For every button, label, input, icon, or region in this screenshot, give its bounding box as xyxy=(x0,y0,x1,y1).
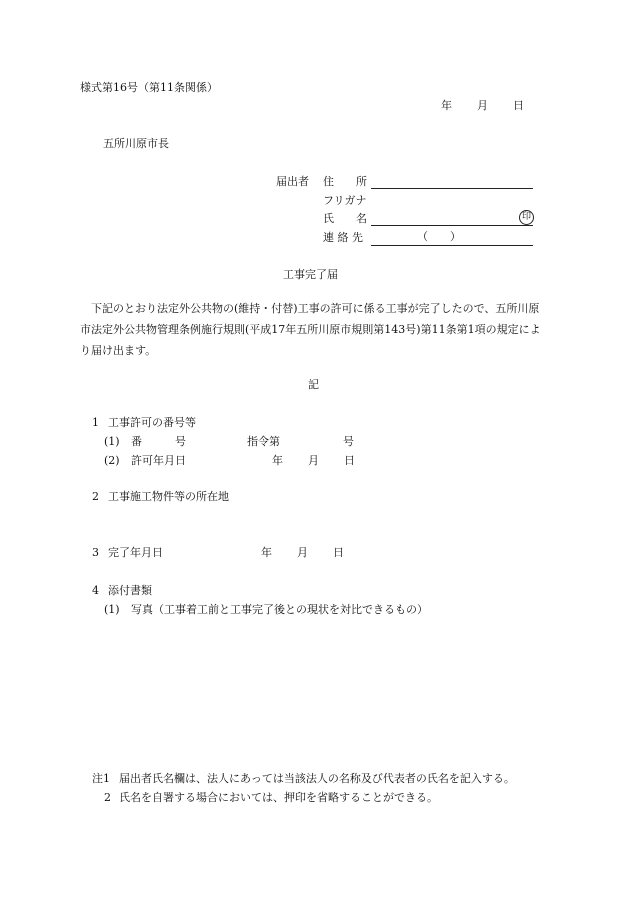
note1-text: 届出者氏名欄は、法人にあっては当該法人の名称及び代表者の氏名を記入する。 xyxy=(119,772,515,785)
date-month: 月 xyxy=(477,99,488,112)
seal-mark: 印 xyxy=(519,210,534,225)
item2-label: 工事施工物件等の所在地 xyxy=(108,490,229,503)
item4-number: 4 xyxy=(92,584,99,597)
ki-label: 記 xyxy=(308,378,319,391)
item3-label: 完了年月日 xyxy=(108,546,163,559)
contact-label: 連 絡 先 xyxy=(323,231,363,244)
item1-sub2-year: 年 xyxy=(272,454,283,467)
note2-text: 氏名を自署する場合においては、押印を省略することができる。 xyxy=(119,791,438,804)
item4-sub1-label: 写真（工事着工前と工事完了後との現状を対比できるもの） xyxy=(131,603,428,616)
item1-sub2-label: 許可年月日 xyxy=(131,454,186,467)
item3-month: 月 xyxy=(297,546,308,559)
name-field[interactable] xyxy=(371,212,533,226)
item3-year: 年 xyxy=(261,546,272,559)
item3-day: 日 xyxy=(333,546,344,559)
item1-number: 1 xyxy=(92,416,99,429)
note2-number: 2 xyxy=(104,791,111,804)
item1-sub2-day: 日 xyxy=(344,454,355,467)
form-number: 様式第16号（第11条関係） xyxy=(80,81,218,94)
addressee: 五所川原市長 xyxy=(103,137,169,150)
document-title: 工事完了届 xyxy=(283,268,338,281)
item1-sub1-number: (1) xyxy=(104,435,120,448)
item1-sub1-label: 番 号 xyxy=(131,435,186,448)
address-label: 住 所 xyxy=(323,175,367,188)
item2-number: 2 xyxy=(92,490,99,503)
contact-paren: （ ） xyxy=(417,230,461,243)
item4-sub1-number: (1) xyxy=(104,603,120,616)
body-paragraph: 下記のとおり法定外公共物の(維持・付替)工事の許可に係る工事が完了したので、五所川原市法定外公共物管理条例施行規則(平成17年五所川原市規則第143号)第11条第1項の規定により届け出ます。 xyxy=(80,302,541,357)
address-field[interactable] xyxy=(371,175,533,189)
note1-number: 注1 xyxy=(92,772,110,785)
applicant-label: 届出者 xyxy=(276,175,309,188)
item1-sub1-end: 号 xyxy=(343,435,354,448)
name-label: 氏 名 xyxy=(323,212,367,225)
item1-label: 工事許可の番号等 xyxy=(108,416,196,429)
item1-sub1-mid: 指令第 xyxy=(247,435,280,448)
date-day: 日 xyxy=(513,99,524,112)
item1-sub2-number: (2) xyxy=(104,454,120,467)
item3-number: 3 xyxy=(92,546,99,559)
date-year: 年 xyxy=(441,99,452,112)
item1-sub2-month: 月 xyxy=(308,454,319,467)
furigana-label: フリガナ xyxy=(323,194,367,207)
item4-label: 添付書類 xyxy=(108,584,152,597)
